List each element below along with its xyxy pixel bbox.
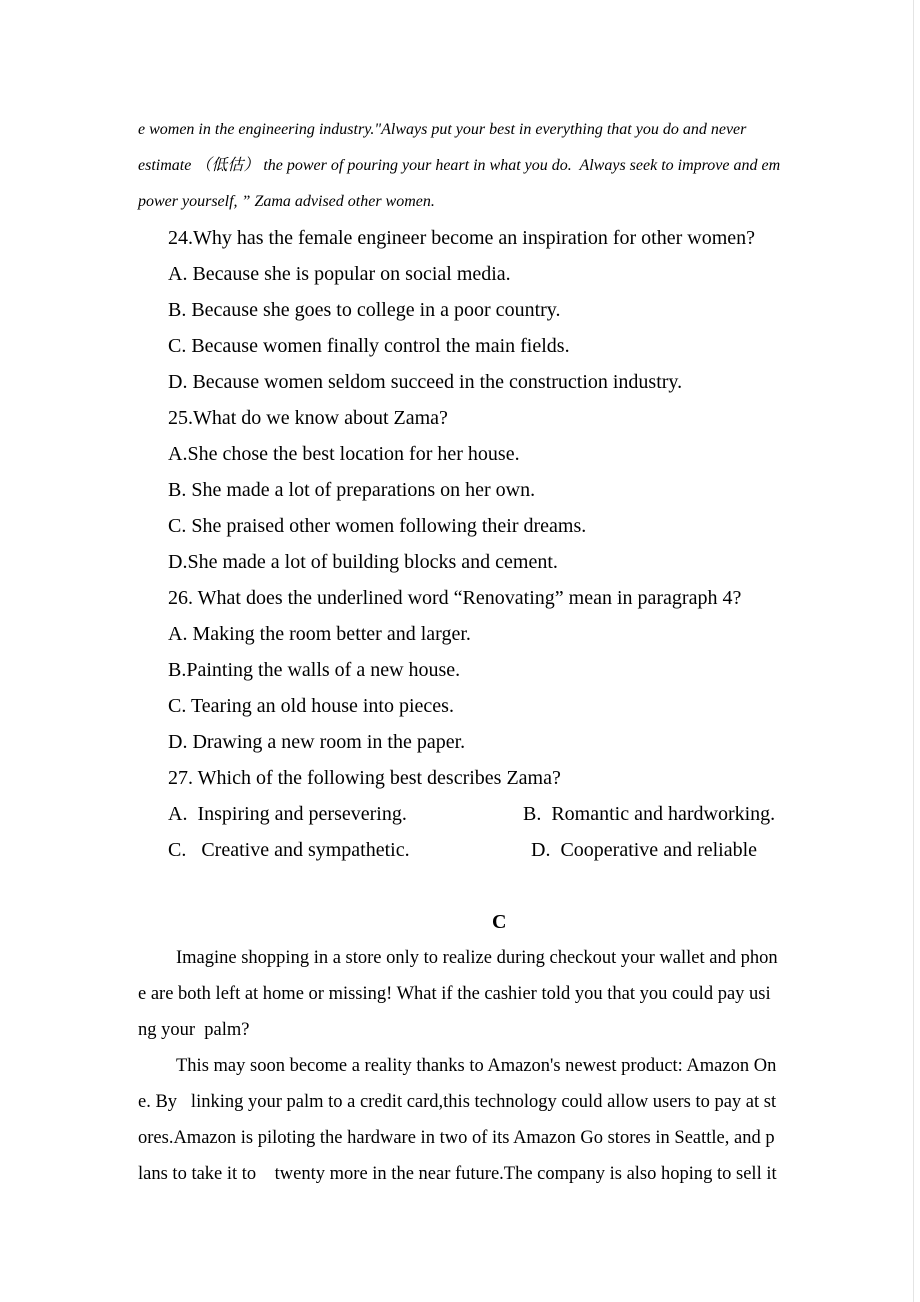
passage-line: power yourself, ” Zama advised other women.	[138, 193, 435, 210]
paragraph-first-line: This may soon become a reality thanks to Amazon's newest product: Amazon On	[176, 1056, 777, 1076]
section-heading: C	[492, 911, 507, 933]
answer-option: B.Painting the walls of a new house.	[168, 659, 461, 681]
answer-option: C. She praised other women following their dreams.	[168, 515, 587, 537]
paragraph-line: e. By linking your palm to a credit card,this technology could allow users to pay at st	[138, 1092, 777, 1112]
paragraph-line: e are both left at home or missing! What if the cashier told you that you could pay usi	[138, 984, 771, 1004]
passage-line: e women in the engineering industry."Always put your best in everything that you do and never	[138, 121, 747, 138]
question-text: 24.Why has the female engineer become an inspiration for other women?	[168, 227, 756, 249]
answer-option: B. Because she goes to college in a poor country.	[168, 299, 561, 321]
answer-option-right: D. Cooperative and reliable	[531, 839, 758, 861]
answer-option-row	[138, 796, 858, 832]
question-text: 27. Which of the following best describes Zama?	[168, 767, 561, 789]
answer-option: B. She made a lot of preparations on her own.	[168, 479, 536, 501]
answer-option: A. Because she is popular on social media.	[168, 263, 511, 285]
passage-line: estimate （低估） the power of pouring your heart in what you do. Always seek to improve and em	[138, 157, 781, 174]
answer-option: D.She made a lot of building blocks and cement.	[168, 551, 558, 573]
document-content	[138, 112, 858, 1192]
answer-option-row	[138, 832, 858, 868]
answer-option: A. Making the room better and larger.	[168, 623, 471, 645]
answer-option-right: B. Romantic and hardworking.	[523, 803, 776, 825]
answer-option: D. Because women seldom succeed in the construction industry.	[168, 371, 683, 393]
answer-option: A.She chose the best location for her house.	[168, 443, 520, 465]
page-edge-divider	[913, 0, 914, 1302]
answer-option-left: A. Inspiring and persevering.	[168, 803, 407, 825]
answer-option: D. Drawing a new room in the paper.	[168, 731, 466, 753]
question-text: 26. What does the underlined word “Renovating” mean in paragraph 4?	[168, 587, 742, 609]
answer-option-left: C. Creative and sympathetic.	[168, 839, 410, 861]
paragraph-first-line: Imagine shopping in a store only to realize during checkout your wallet and phon	[176, 948, 778, 968]
answer-option: C. Because women finally control the main fields.	[168, 335, 570, 357]
paragraph-line: ores.Amazon is piloting the hardware in two of its Amazon Go stores in Seattle, and p	[138, 1128, 775, 1148]
paragraph-line: lans to take it to twenty more in the near future.The company is also hoping to sell it	[138, 1164, 777, 1184]
paragraph-line: ng your palm?	[138, 1020, 250, 1040]
answer-option: C. Tearing an old house into pieces.	[168, 695, 454, 717]
question-text: 25.What do we know about Zama?	[168, 407, 448, 429]
blank-line	[138, 868, 858, 904]
